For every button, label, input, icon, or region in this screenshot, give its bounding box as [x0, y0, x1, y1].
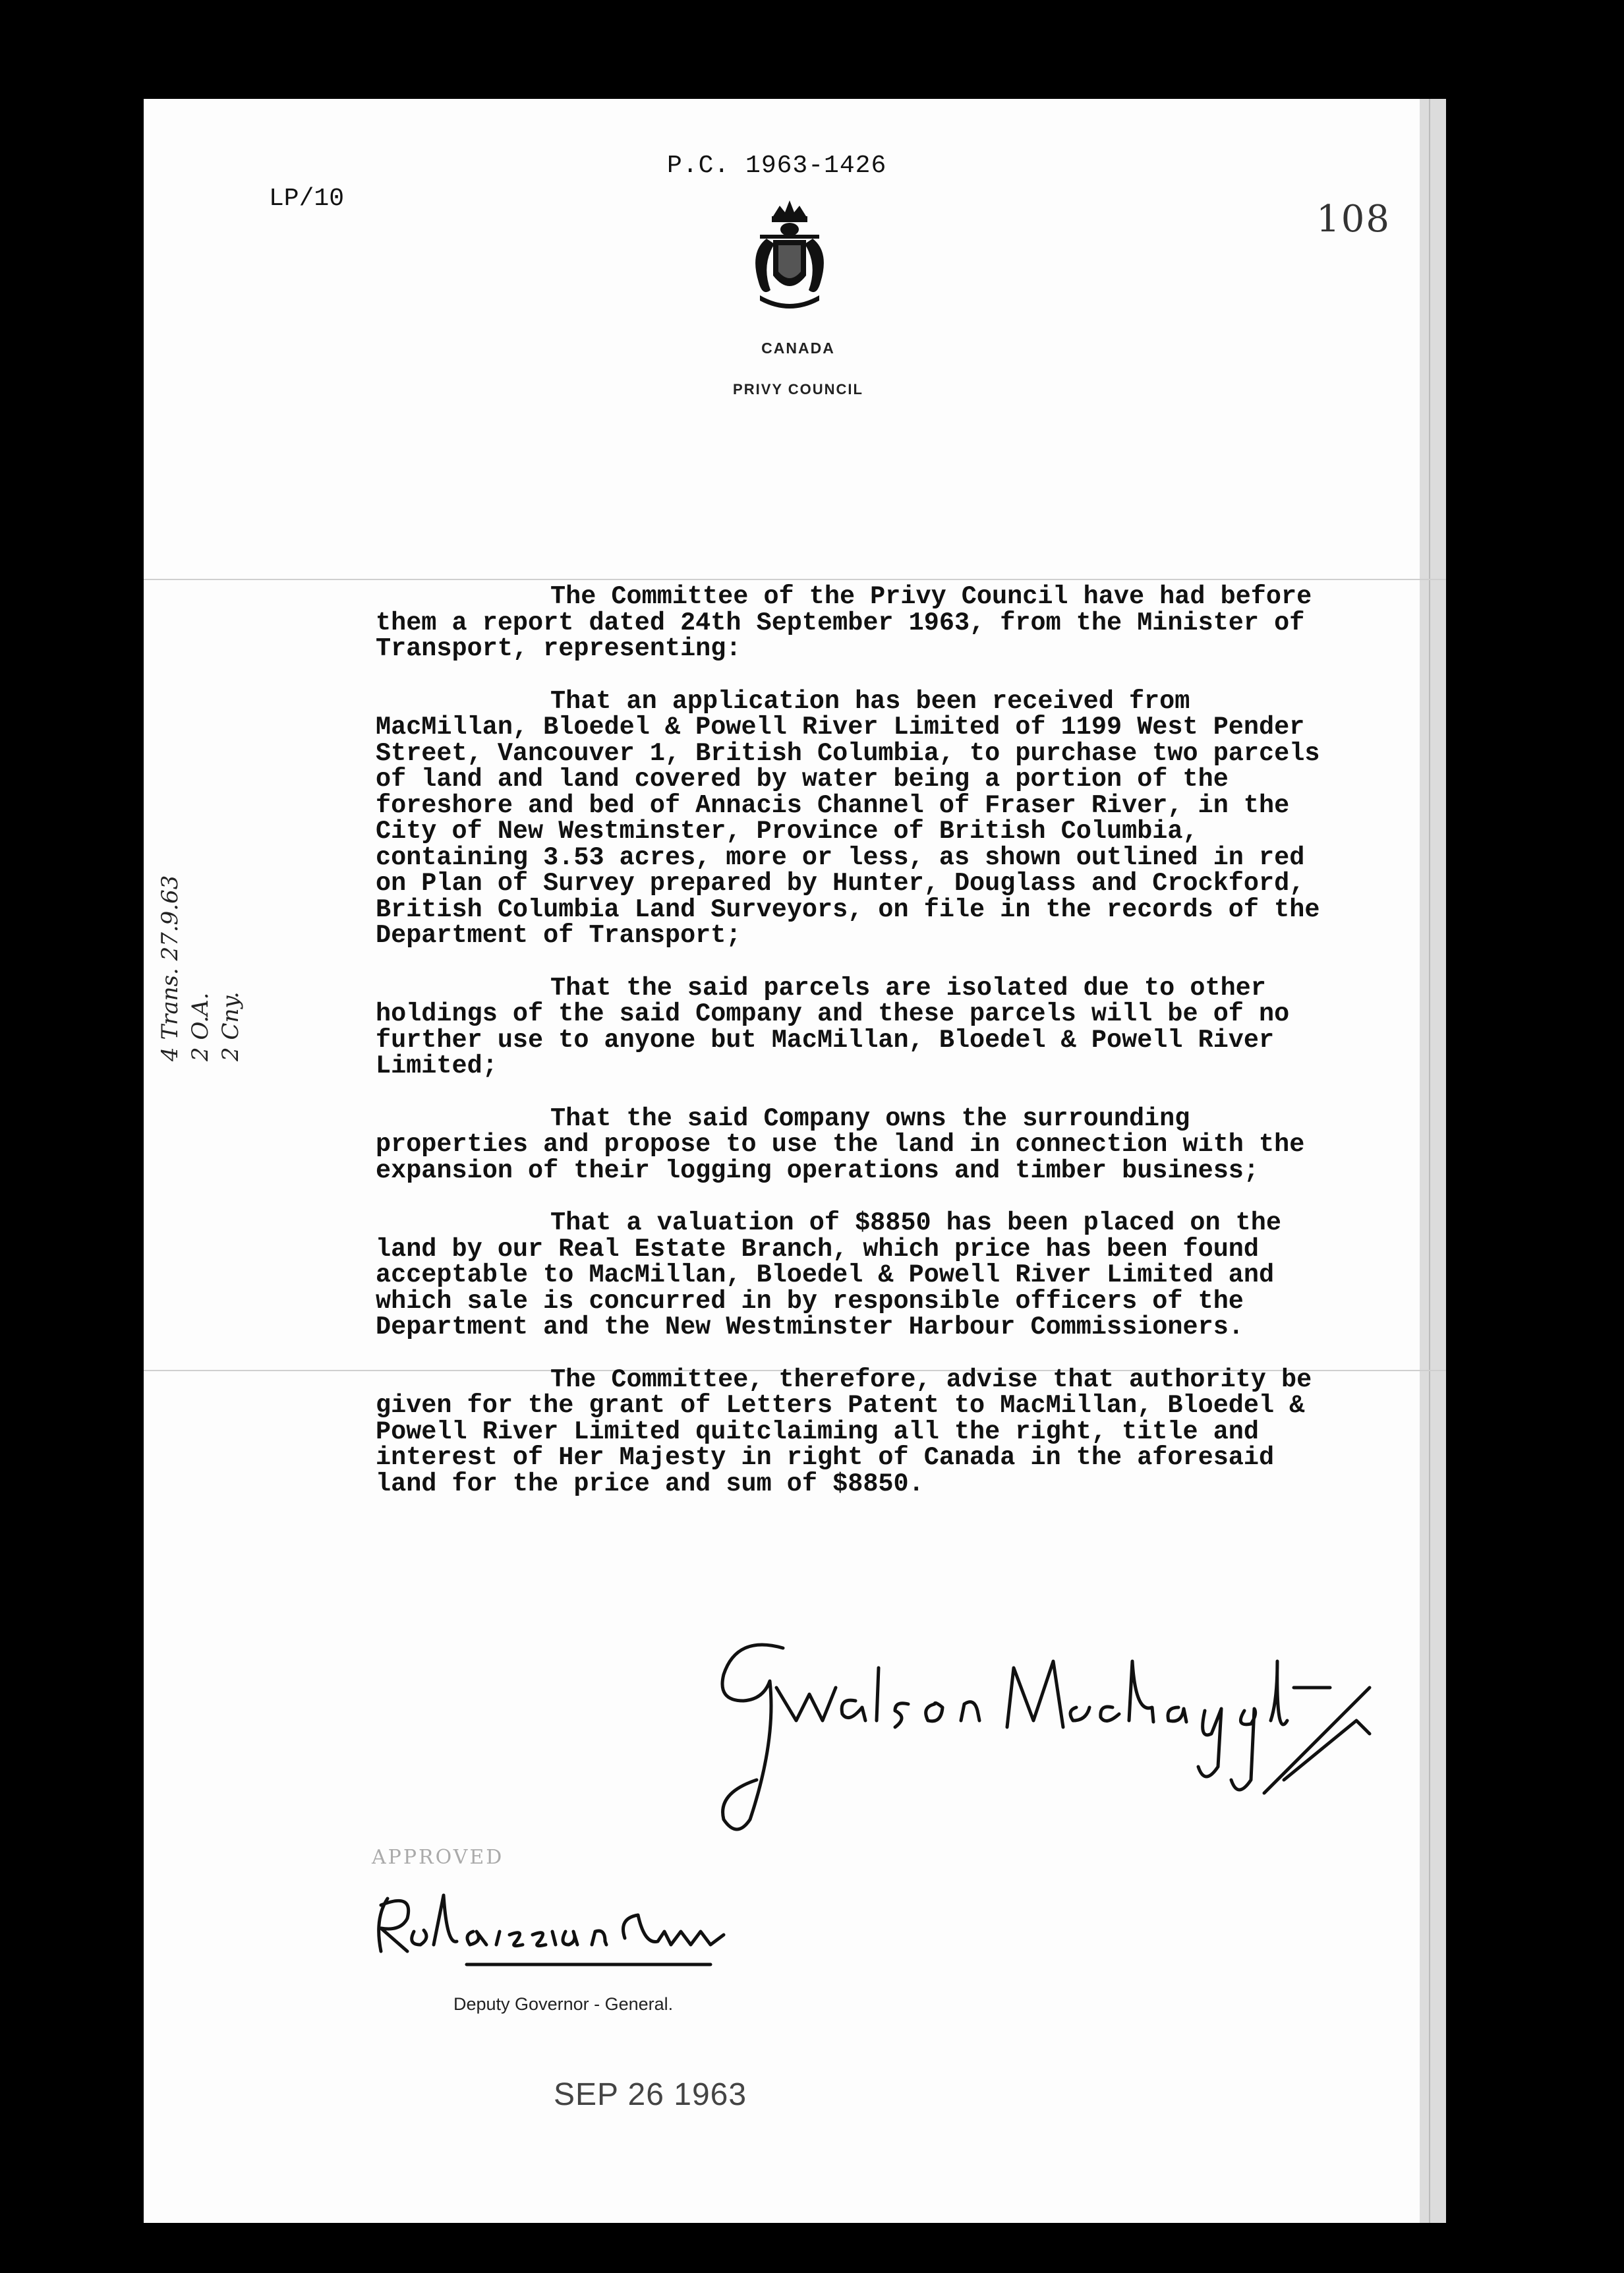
date-stamp: SEP 26 1963	[554, 2077, 747, 2112]
distribution-note-line: 2 O.A.	[187, 992, 214, 1061]
paragraph-isolation: That the said parcels are isolated due to other holdings of the said Company and these parcels will be of no further use to anyone but MacMillan, Bloedel & Powell River Limited;	[376, 973, 1305, 1080]
coat-of-arms-icon	[747, 191, 832, 313]
paragraph-application: That an application has been received from MacMillan, Bloedel & Powell River Limited of 1199 West Pender Street, Vancouver 1, British Columbia, to purchase two parcels of land and land covered by water being a portion of the foreshore and bed of Annacis Channel of Fraser River, in the City of New Westminster, Province of British Columbia, containing 3.53 acres, more or less, as shown outlined in red on Plan of Survey prepared by Hunter, Douglass and Crockford, British Columbia Land Surveyors, on file in the records of the Department of Transport;	[376, 686, 1335, 950]
clerk-signature	[697, 1622, 1422, 1846]
distribution-note-line: 4 Trans. 27.9.63	[157, 875, 183, 1061]
approval-label: APPROVED	[372, 1846, 504, 1869]
distribution-note-line: 2 Cny.	[218, 991, 244, 1061]
folio-number: 108	[1316, 198, 1391, 241]
page-edge-line	[1429, 99, 1430, 2223]
country-heading: CANADA	[761, 339, 835, 357]
order-in-council-number: P.C. 1963-1426	[667, 152, 887, 180]
paragraph-advice: The Committee, therefore, advise that authority be given for the grant of Letters Patent to MacMillan, Bloedel & Powell River Limited quitclaiming all the right, title and interest of Her Majesty in right of Canada in the aforesaid land for the price and sum of $8850.	[376, 1365, 1327, 1498]
deputy-governor-signature	[368, 1879, 737, 1971]
paragraph-valuation: That a valuation of $8850 has been placed on the land by our Real Estate Branch, which price has been found acceptable to MacMillan, Bloedel & Powell River Limited and which sale is concurred in by responsible officers of the Department and the New Westminster Harbour Commissioners.	[376, 1208, 1297, 1342]
page-edge-right	[1420, 99, 1446, 2223]
distribution-note	[155, 875, 246, 1061]
file-code: LP/10	[269, 185, 345, 213]
office-heading: PRIVY COUNCIL	[733, 381, 863, 398]
signatory-title: Deputy Governor - General.	[453, 1994, 674, 2014]
paragraph-purpose: That the said Company owns the surrounding properties and propose to use the land in connection with the expansion of their logging operations and timber business;	[376, 1104, 1320, 1185]
document-page	[144, 99, 1446, 2223]
order-body	[376, 584, 1338, 1523]
fold-line-top	[144, 579, 1446, 580]
paragraph-preamble: The Committee of the Privy Council have had before them a report dated 24th September 1963, from the Minister of Transport, representing:	[376, 582, 1327, 663]
